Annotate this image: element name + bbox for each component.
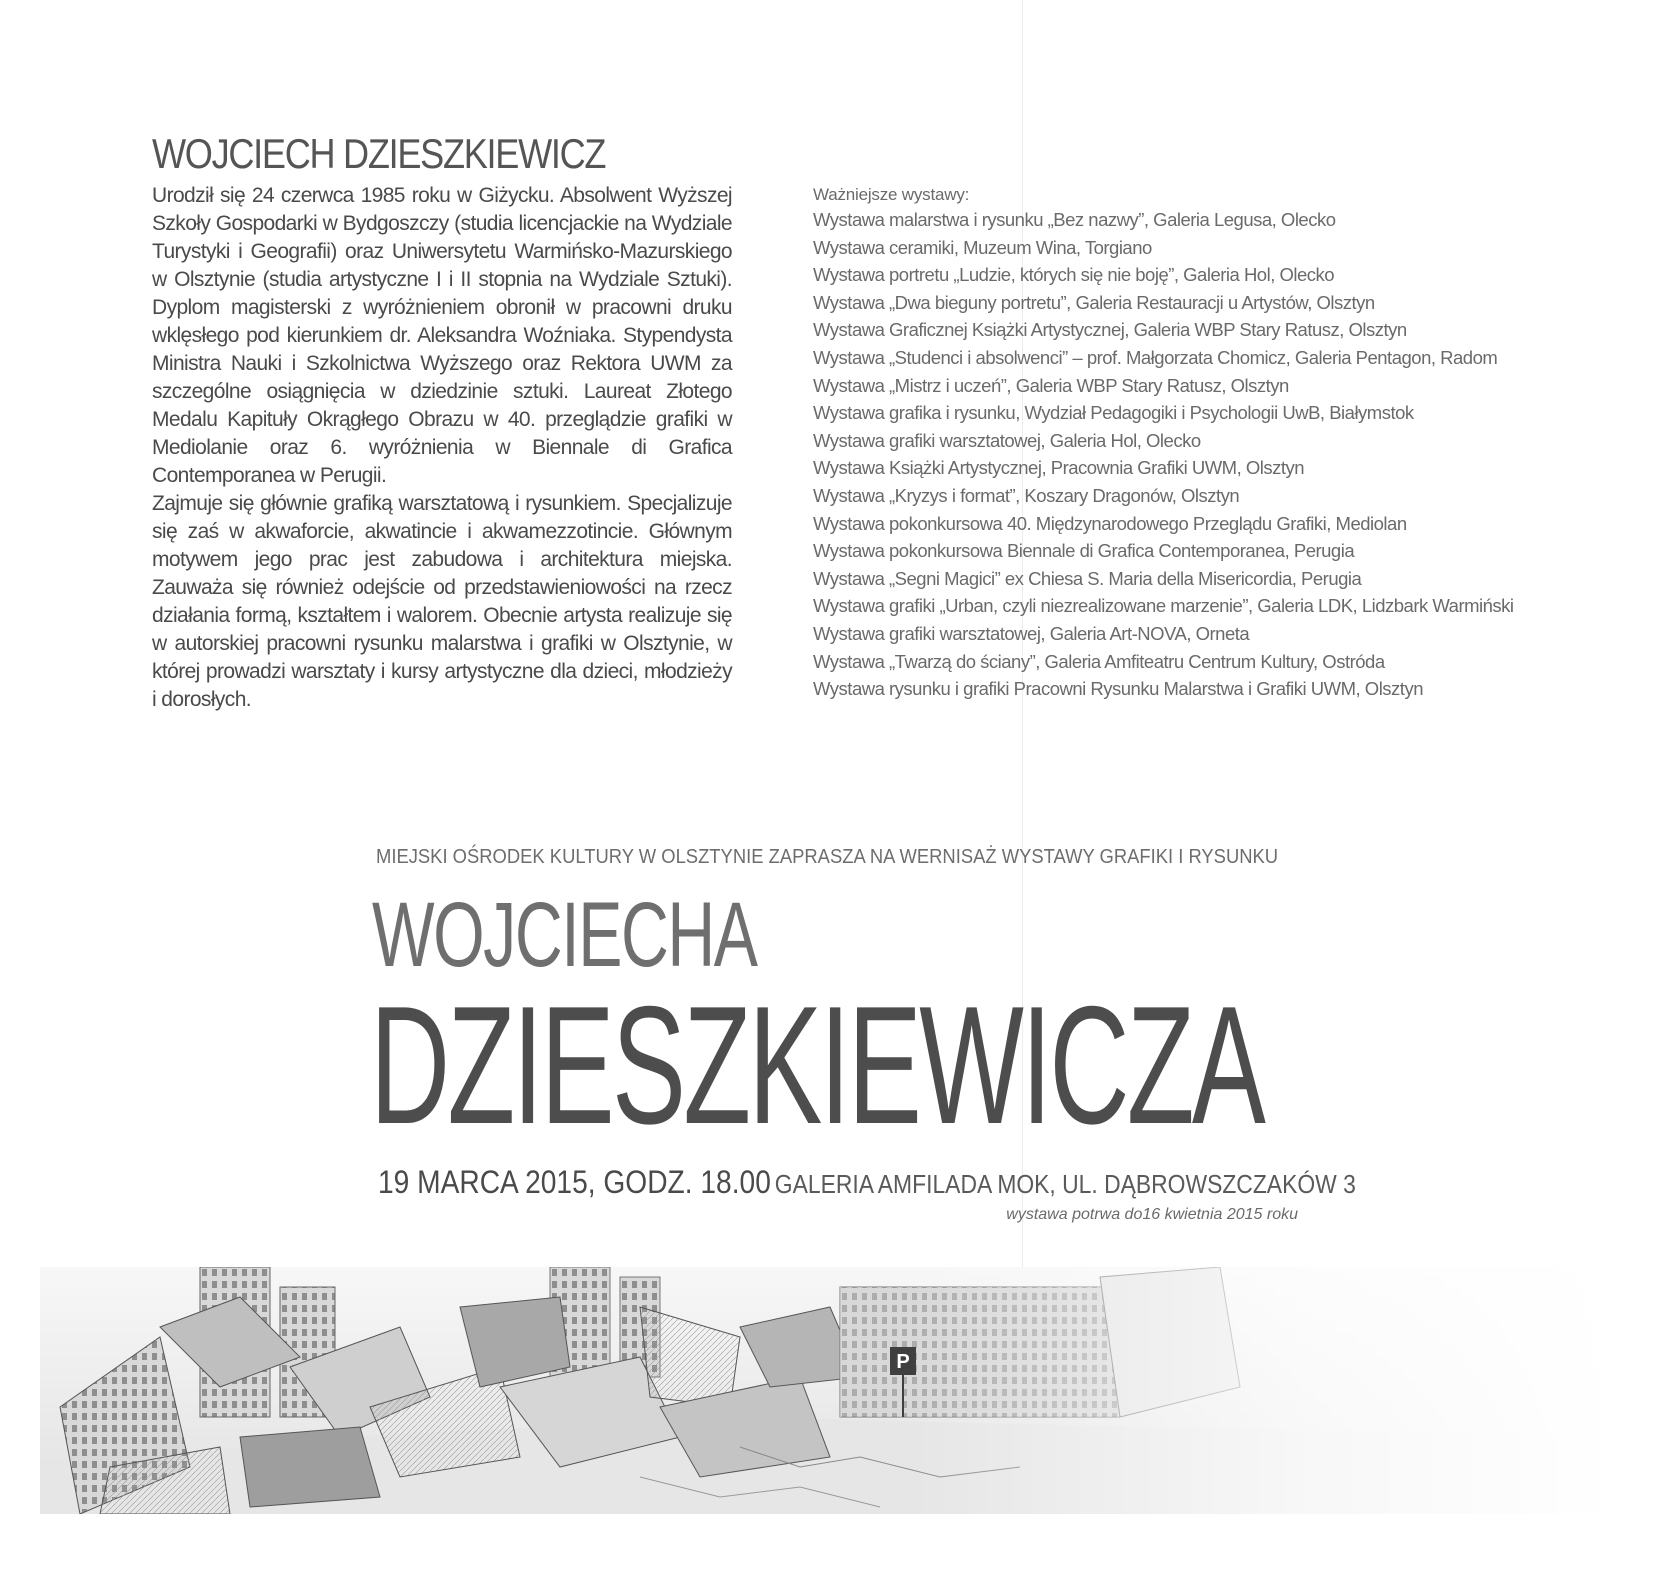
- exhibition-duration-note: wystawa potrwa do16 kwietnia 2015 roku: [1006, 1206, 1298, 1223]
- bio-paragraph-1: Urodził się 24 czerwca 1985 roku w Giżycku. Absolwent Wyższej Szkoły Gospodarki w Bydgoszczy (studia licencjackie na Wydziale Turystyki i Geografii) oraz Uniwersytetu Warmińsko-Mazurskiego w Olsztynie (studia artystyczne I i II stopnia na Wydziale Sztuki). Dyplom magisterski z wyróżnieniem obronił w pracowni druku wklęsłego pod kierunkiem dr. Aleksandra Woźniaka. Stypendysta Ministra Nauki i Szkolnictwa Wyższego oraz Rektora UWM za szczególne osiągnięcia w dziedzinie sztuki. Laureat Złotego Medalu Kapituły Okrągłego Obrazu w 40. przeglądzie grafiki w Mediolanie oraz 6. wyróżnienia w Biennale di Grafica Contemporanea w Perugii.: [152, 184, 732, 487]
- exhibition-item: Wystawa „Kryzys i format”, Koszary Dragonów, Olsztyn: [813, 484, 1240, 506]
- artist-name-heading: WOJCIECH DZIESZKIEWICZ: [152, 130, 606, 177]
- exhibition-item: Wystawa pokonkursowa 40. Międzynarodowego Przeglądu Grafiki, Mediolan: [813, 512, 1407, 534]
- artwork-panorama: [40, 1267, 1620, 1514]
- exhibition-item: Wystawa ceramiki, Muzeum Wina, Torgiano: [813, 236, 1152, 258]
- exhibition-item: Wystawa malarstwa i rysunku „Bez nazwy”, Galeria Legusa, Olecko: [813, 209, 1336, 230]
- exhibitions-section: [813, 183, 1593, 703]
- exhibition-item: Wystawa Książki Artystycznej, Pracownia Grafiki UWM, Olsztyn: [813, 457, 1305, 479]
- artist-first-name-title: WOJCIECHA: [372, 884, 757, 986]
- exhibition-item: Wystawa rysunku i grafiki Pracowni Rysunku Malarstwa i Grafiki UWM, Olsztyn: [813, 678, 1423, 700]
- event-details: [378, 1164, 1356, 1201]
- exhibition-item: Wystawa „Dwa bieguny portretu”, Galeria Restauracji u Artystów, Olsztyn: [813, 291, 1375, 313]
- artist-last-name-title: DZIESZKIEWICZA: [370, 971, 1264, 1159]
- exhibition-item: Wystawa „Twarzą do ściany”, Galeria Amfiteatru Centrum Kultury, Ostróda: [813, 650, 1385, 672]
- urban-architecture-etching: [40, 1267, 1620, 1514]
- exhibition-item: Wystawa grafiki warsztatowej, Galeria Art-NOVA, Orneta: [813, 622, 1250, 644]
- event-date-time: 19 MARCA 2015, GODZ. 18.00: [378, 1164, 771, 1200]
- exhibition-item: Wystawa „Segni Magici” ex Chiesa S. Maria della Misericordia, Perugia: [813, 567, 1362, 589]
- invitation-intro: MIEJSKI OŚRODEK KULTURY W OLSZTYNIE ZAPRASZA NA WERNISAŻ WYSTAWY GRAFIKI I RYSUNKU: [376, 846, 1279, 868]
- exhibitions-list: [813, 206, 1593, 703]
- exhibitions-heading: Ważniejsze wystawy:: [813, 185, 970, 204]
- event-venue: GALERIA AMFILADA MOK, UL. DĄBROWSZCZAKÓW 3: [774, 1169, 1356, 1199]
- bio-paragraph-2: Zajmuje się głównie grafiką warsztatową i rysunkiem. Specjalizuje się zaś w akwaforcie, akwatincie i akwamezzotincie. Głównym motywem jego prac jest zabudowa i architektura miejska. Zauważa się również odejście od przedstawieniowości na rzecz działania formą, kształtem i walorem. Obecnie artysta realizuje się w autorskiej pracowni rysunku malarstwa i grafiki w Olsztynie, w której prowadzi warsztaty i kursy artystyczne dla dzieci, młodzieży i dorosłych.: [152, 492, 732, 711]
- exhibition-item: Wystawa pokonkursowa Biennale di Grafica Contemporanea, Perugia: [813, 540, 1355, 562]
- exhibition-item: Wystawa portretu „Ludzie, których się nie boję”, Galeria Hol, Olecko: [813, 264, 1335, 286]
- exhibition-item: Wystawa grafiki warsztatowej, Galeria Hol, Olecko: [813, 429, 1201, 451]
- exhibition-item: Wystawa „Studenci i absolwenci” – prof. Małgorzata Chomicz, Galeria Pentagon, Radom: [813, 346, 1498, 368]
- exhibition-item: Wystawa Graficznej Książki Artystycznej, Galeria WBP Stary Ratusz, Olsztyn: [813, 319, 1407, 341]
- artist-bio: [152, 130, 732, 714]
- exhibition-item: Wystawa „Mistrz i uczeń”, Galeria WBP Stary Ratusz, Olsztyn: [813, 374, 1289, 396]
- exhibition-item: Wystawa grafiki „Urban, czyli niezrealizowane marzenie”, Galeria LDK, Lidzbark Warmiński: [813, 595, 1514, 617]
- exhibition-item: Wystawa grafika i rysunku, Wydział Pedagogiki i Psychologii UwB, Białymstok: [813, 402, 1414, 424]
